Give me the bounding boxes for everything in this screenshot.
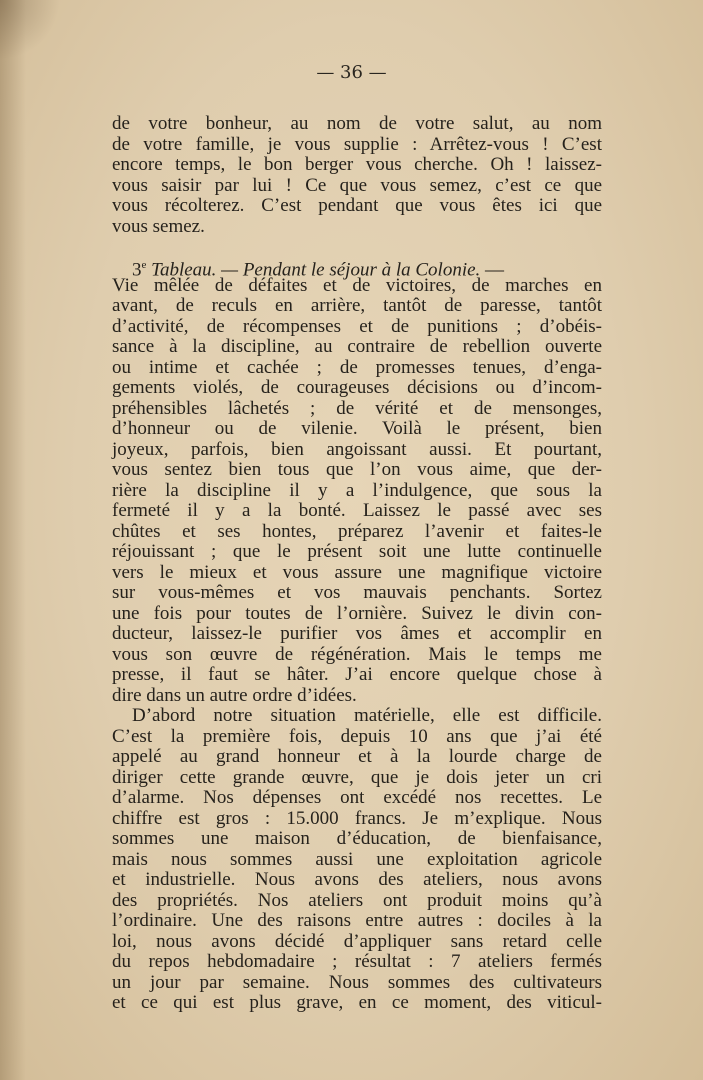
text-line: et industrielle. Nous avons des ateliers, nous avons xyxy=(112,869,602,890)
text-line: dire dans un autre ordre d’idées. xyxy=(112,684,357,706)
text-line: fermeté il y a la bonté. Laissez le passé avec ses xyxy=(112,500,602,521)
text-line: sur vous-mêmes et vos mauvais penchants. Sortez xyxy=(112,582,602,603)
text-line: presse, il faut se hâter. J’ai encore quelque chose à xyxy=(112,664,602,685)
text-line: chûtes et ses hontes, préparez l’avenir et faites-le xyxy=(112,520,602,542)
text-line: l’ordinaire. Une des raisons entre autres : dociles à la xyxy=(112,910,602,931)
text-line: Vie mêlée de défaites et de victoires, de marches en xyxy=(112,274,602,296)
text-line: mais nous sommes aussi une exploitation agricole xyxy=(112,848,602,870)
text-line: vous semez. xyxy=(112,215,205,237)
text-line: d’activité, de récompenses et de punitions ; d’obéis- xyxy=(112,315,602,337)
text-line: ducteur, laissez-le purifier vos âmes et accomplir en xyxy=(112,623,602,644)
tableau-number-suffix: e xyxy=(141,259,147,271)
section-heading-line xyxy=(112,255,602,281)
text-line: loi, nous avons décidé d’appliquer sans retard celle xyxy=(112,930,602,952)
paragraph-2 xyxy=(112,255,602,706)
text-line: C’est la première fois, depuis 10 ans que j’ai été xyxy=(112,725,602,747)
text-line: gements violés, de courageuses décisions ou d’incom- xyxy=(112,377,602,398)
text-line: vers le mieux et vous assure une magnifique victoire xyxy=(112,561,602,583)
text-line: vous son œuvre de régénération. Mais le temps me xyxy=(112,643,602,665)
text-line: chiffre est gros : 15.000 francs. Je m’explique. Nous xyxy=(112,807,602,829)
text-line: vous saisir par lui ! Ce que vous semez, c’est ce que xyxy=(112,174,602,196)
text-line: de votre famille, je vous supplie : Arrêtez-vous ! C’est xyxy=(112,133,602,155)
text-line: sance à la discipline, au contraire de rebellion ouverte xyxy=(112,336,602,357)
text-line: des propriétés. Nos ateliers ont produit moins qu’à xyxy=(112,889,602,911)
text-line: avant, de reculs en arrière, tantôt de paresse, tantôt xyxy=(112,295,602,316)
text-line: un jour par semaine. Nous sommes des cultivateurs xyxy=(112,971,602,993)
text-line: joyeux, parfois, bien angoissant aussi. Et pourtant, xyxy=(112,438,602,460)
text-line: une fois pour toutes de l’ornière. Suivez le divin con- xyxy=(112,602,602,624)
text-line: appelé au grand honneur et à la lourde charge de xyxy=(112,746,602,767)
paragraph-1 xyxy=(112,114,602,237)
text-line: encore temps, le bon berger vous cherche. Oh ! laissez- xyxy=(112,154,602,175)
text-line: réjouissant ; que le présent soit une lutte continuelle xyxy=(112,541,602,562)
text-line: du repos hebdomadaire ; résultat : 7 ateliers fermés xyxy=(112,951,602,972)
text-line: d’honneur ou de vilenie. Voilà le présent, bien xyxy=(112,418,602,439)
paragraph-3 xyxy=(112,706,602,1014)
text-line: et ce qui est plus grave, en ce moment, des viticul- xyxy=(112,992,602,1013)
tableau-title: Tableau. — Pendant le séjour à la Colonie. xyxy=(151,259,481,281)
text-line: vous récolterez. C’est pendant que vous êtes ici que xyxy=(112,195,602,216)
text-line: D’abord notre situation matérielle, elle est difficile. xyxy=(132,705,602,726)
tableau-dash: — xyxy=(480,259,505,281)
text-line: sommes une maison d’éducation, de bienfaisance, xyxy=(112,828,602,849)
text-line: de votre bonheur, au nom de votre salut, au nom xyxy=(112,113,602,134)
text-line: ou intime et cachée ; de promesses tenues, d’enga- xyxy=(112,356,602,378)
text-line: d’alarme. Nos dépenses ont excédé nos recettes. Le xyxy=(112,787,602,808)
tableau-number: 3 xyxy=(132,259,142,281)
page-number: — 36 — xyxy=(316,62,387,83)
text-line: diriger cette grande œuvre, que je dois jeter un cri xyxy=(112,766,602,788)
body-text xyxy=(112,114,602,1014)
text-line: vous sentez bien tous que l’on vous aime, que der- xyxy=(112,459,602,480)
text-line: rière la discipline il y a l’indulgence, que sous la xyxy=(112,479,602,501)
text-line: préhensibles lâchetés ; de vérité et de mensonges, xyxy=(112,397,602,419)
